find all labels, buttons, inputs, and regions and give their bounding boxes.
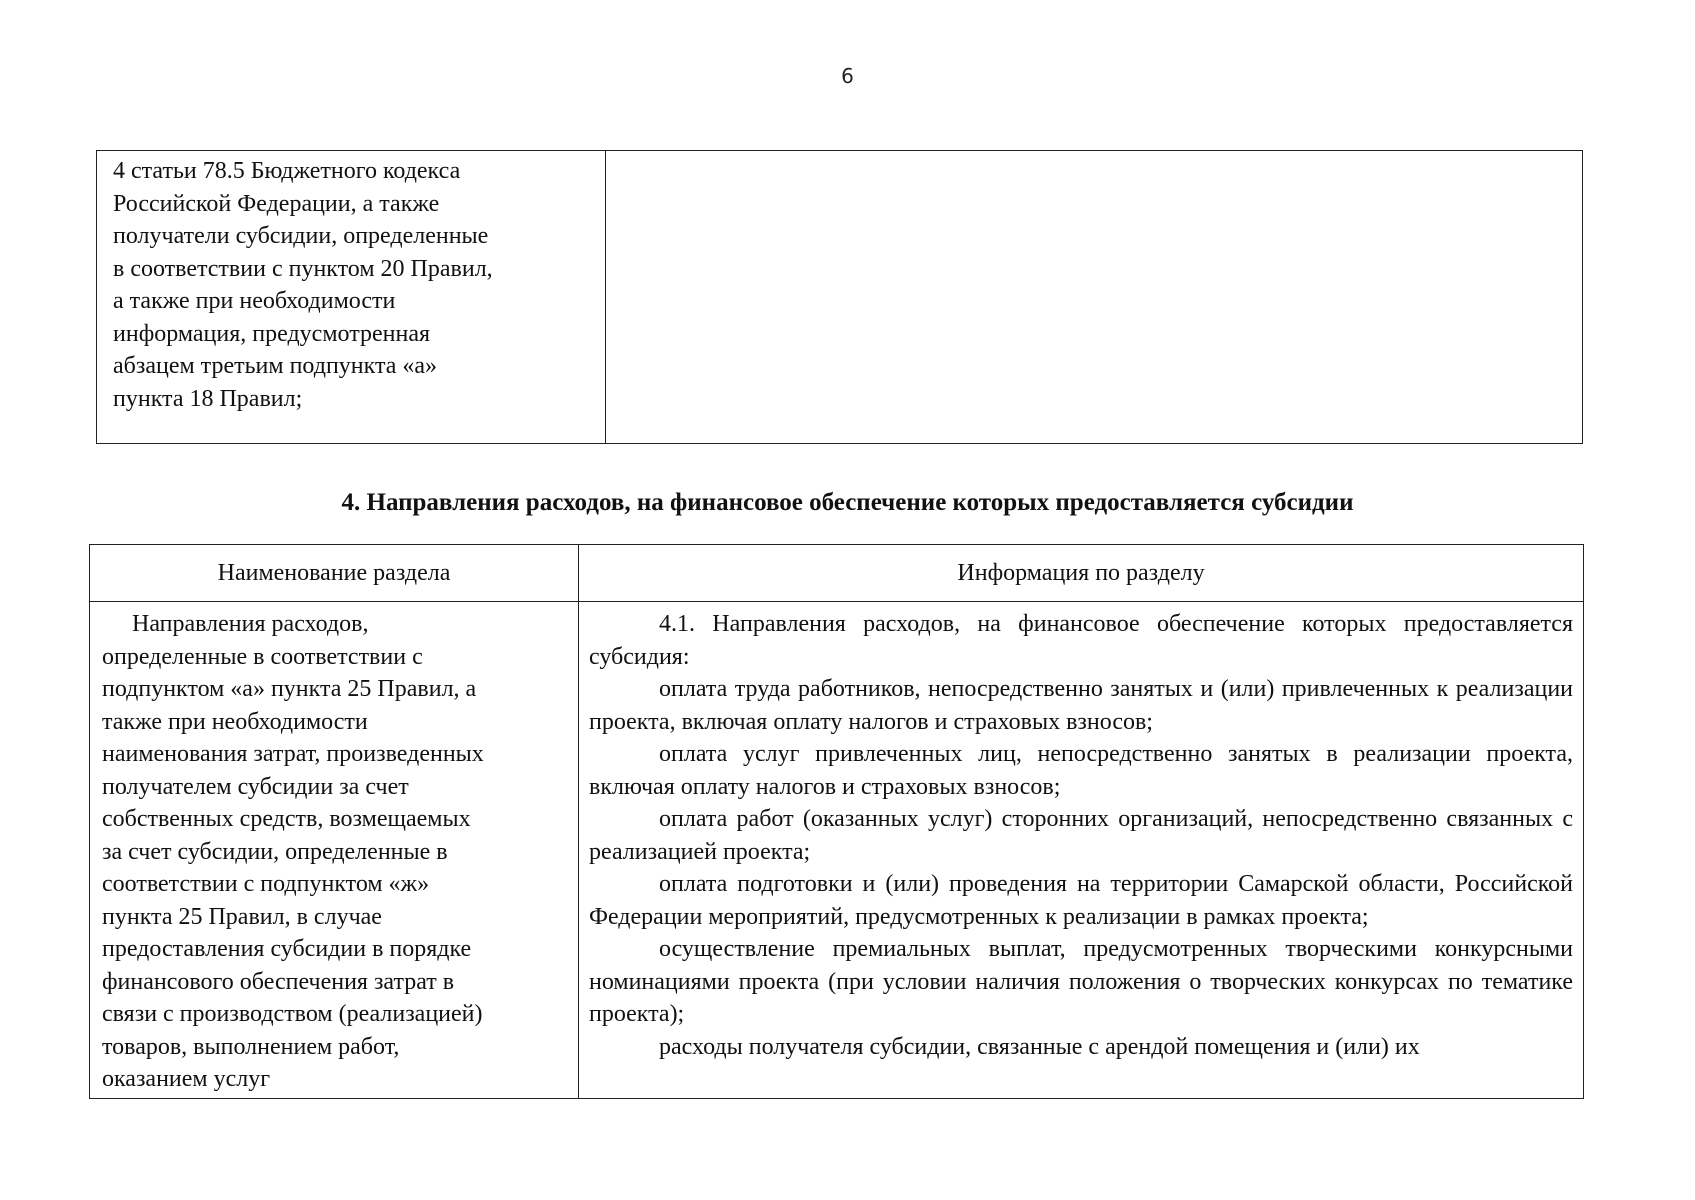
text-line: а также при необходимости [113,288,396,314]
column-header-section-name: Наименование раздела [90,545,579,602]
text-line: определенные в соответствии с [102,643,423,670]
continuation-right-cell [606,151,1583,444]
text-line: товаров, выполнением работ, [102,1033,400,1060]
text-line: соответствии с подпунктом «ж» [102,871,430,897]
text-line: предоставления субсидии в порядке [102,936,472,962]
section-title: 4. Направления расходов, на финансовое обеспечение которых предоставляется субсидии [341,489,1354,516]
paragraph: оплата работ (оказанных услуг) сторонних организаций, непосредственно связанных с реализацией проекта; [589,806,1573,865]
text-line: получателем субсидии за счет [102,773,409,800]
text-line: 4 статьи 78.5 Бюджетного кодекса [113,158,461,184]
paragraph: оплата труда работников, непосредственно занятых и (или) привлеченных к реализации проекта, включая оплату налогов и страховых взносов; [589,676,1573,735]
paragraph: оплата услуг привлеченных лиц, непосредственно занятых в реализации проекта, включая оплату налогов и страховых взносов; [589,741,1573,800]
text-line: связи с производством (реализацией) [102,1001,483,1027]
column-header-section-info: Информация по разделу [579,545,1584,602]
text-line: пункта 25 Правил, в случае [102,903,382,930]
text-line: финансового обеспечения затрат в [102,968,455,995]
text-line: наименования затрат, произведенных [102,741,484,767]
text-line: в соответствии с пунктом 20 Правил, [113,255,493,282]
continuation-left-cell [97,151,606,444]
paragraph: расходы получателя субсидии, связанные с арендой помещения и (или) их [659,1033,1420,1060]
continuation-table [96,150,1583,444]
text-line: Направления расходов, [132,611,369,637]
paragraph: оплата подготовки и (или) проведения на территории Самарской области, Российской Федерации мероприятий, предусмотренных к реализации в рамках проекта; [589,871,1573,930]
text-line: собственных средств, возмещаемых [102,806,471,832]
table-header-row [90,545,1584,602]
paragraph: осуществление премиальных выплат, предусмотренных творческими конкурсными номинациями проекта (при условии наличия положения о творческих конкурсах по тематике проекта); [589,936,1573,1027]
expenses-table [89,544,1584,1099]
paragraph: 4.1. Направления расходов, на финансовое обеспечение которых предоставляется субсидия: [589,611,1573,670]
text-line: информация, предусмотренная [113,320,431,347]
section-name-cell [90,602,579,1099]
section-info-cell [579,602,1584,1099]
text-line: подпунктом «а» пункта 25 Правил, а [102,676,477,702]
table-row [97,151,1583,444]
text-line: за счет субсидии, определенные в [102,838,448,865]
table-row [90,602,1584,1099]
text-line: абзацем третьим подпункта «а» [113,353,438,379]
text-line: Российской Федерации, а также [113,190,440,217]
text-line: также при необходимости [102,708,368,735]
page-number: 6 [841,64,854,88]
text-line: получатели субсидии, определенные [113,223,489,249]
text-line: оказанием услуг [102,1066,271,1092]
text-line: пункта 18 Правил; [113,385,303,412]
